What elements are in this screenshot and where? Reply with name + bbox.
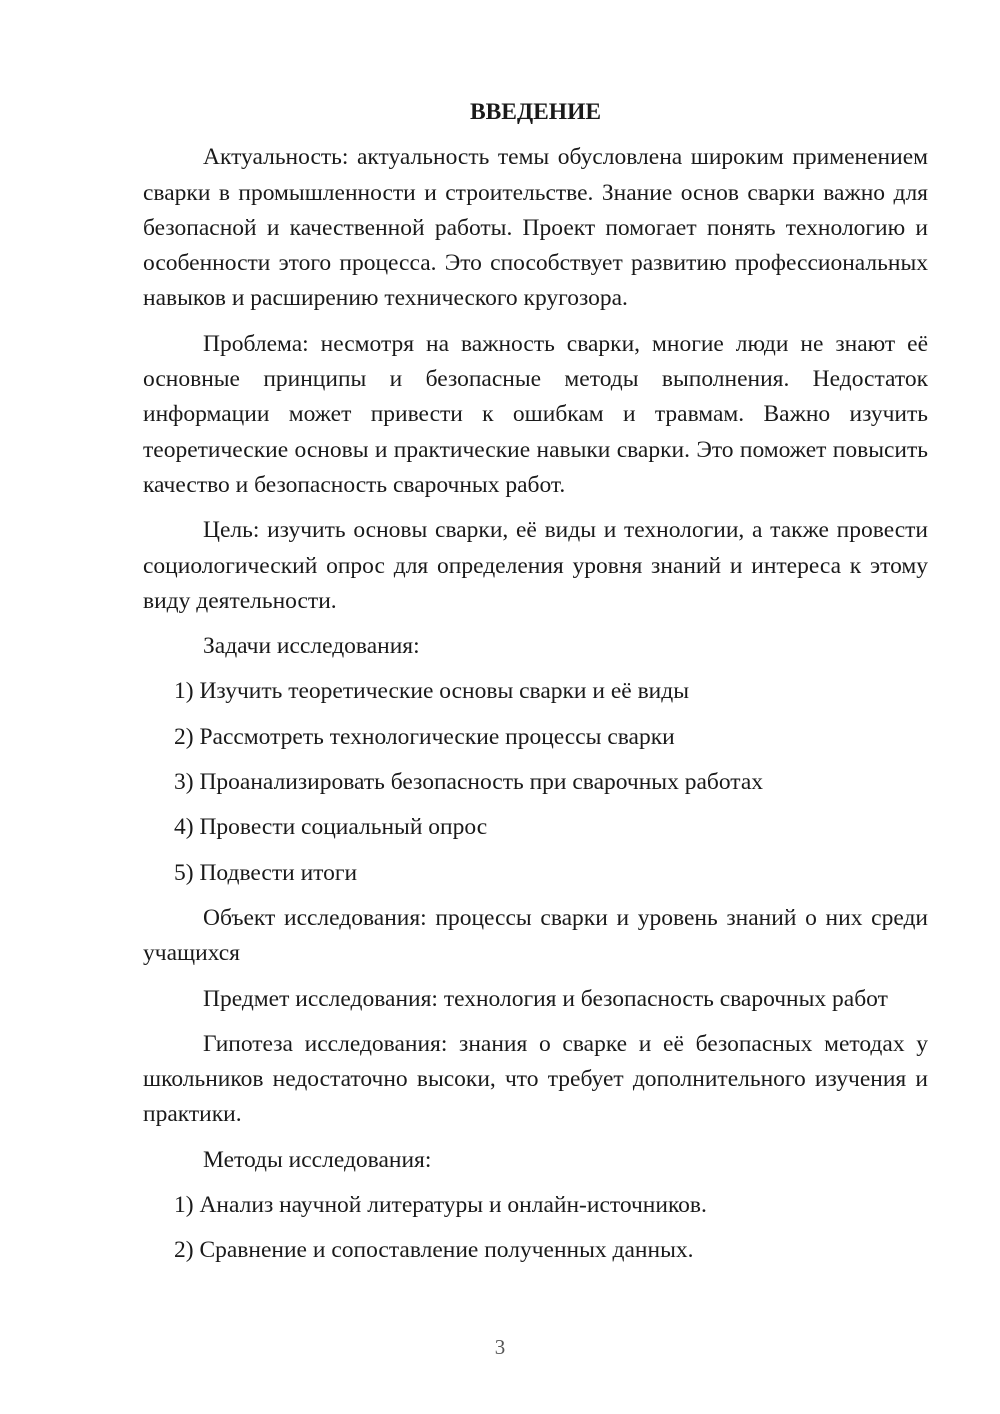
task-item: 2) Рассмотреть технологические процессы сварки bbox=[174, 723, 675, 750]
relevance-paragraph: Актуальность: актуальность темы обусловлена широким применением сварки в промышленности и строительстве. Знание основ сварки важно для безопасной и качественной работы. Проект помогает понять технологию и особенности этого процесса. Это способствует развитию профессиональных навыков и расширению технического кругозора. bbox=[143, 144, 928, 312]
object-paragraph: Объект исследования: процессы сварки и уровень знаний о них среди учащихся bbox=[143, 904, 928, 967]
hypothesis-paragraph: Гипотеза исследования: знания о сварке и её безопасных методах у школьников недостаточно высоки, что требует дополнительного изучения и практики. bbox=[143, 1030, 928, 1128]
task-item: 1) Изучить теоретические основы сварки и её виды bbox=[174, 678, 689, 705]
method-item: 2) Сравнение и сопоставление полученных данных. bbox=[174, 1237, 694, 1264]
task-item: 4) Провести социальный опрос bbox=[174, 814, 488, 841]
method-item: 1) Анализ научной литературы и онлайн-источников. bbox=[174, 1192, 707, 1219]
task-item: 3) Проанализировать безопасность при сварочных работах bbox=[174, 769, 764, 796]
page-number: 3 bbox=[494, 1335, 506, 1359]
problem-paragraph: Проблема: несмотря на важность сварки, многие люди не знают её основные принципы и безопасные методы выполнения. Недостаток информации может привести к ошибкам и травмам. Важно изучить теоретические основы и практические навыки сварки. Это поможет повысить качество и безопасность сварочных работ. bbox=[143, 330, 928, 498]
task-item: 5) Подвести итоги bbox=[174, 859, 358, 886]
page-content bbox=[143, 95, 928, 1279]
methods-heading: Методы исследования: bbox=[203, 1146, 432, 1173]
subject-paragraph: Предмет исследования: технология и безопасность сварочных работ bbox=[203, 985, 888, 1012]
section-title: ВВЕДЕНИЕ bbox=[469, 99, 602, 125]
goal-paragraph: Цель: изучить основы сварки, её виды и технологии, а также провести социологический опрос для определения уровня знаний и интереса к этому виду деятельности. bbox=[143, 517, 928, 614]
tasks-heading: Задачи исследования: bbox=[203, 633, 420, 660]
